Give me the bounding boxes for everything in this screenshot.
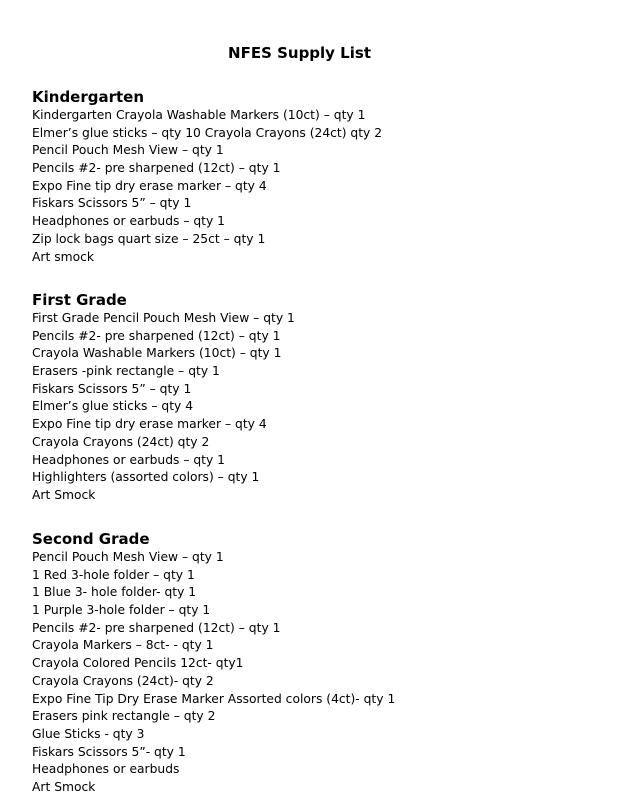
list-item: Kindergarten Crayola Washable Markers (10ct) – qty 1 <box>32 108 366 122</box>
supply-list <box>32 549 602 797</box>
list-item: Erasers -pink rectangle – qty 1 <box>32 364 220 379</box>
list-item: Crayola Crayons (24ct)- qty 2 <box>32 673 214 688</box>
list-item: Art Smock <box>32 487 96 502</box>
list-item: Fiskars Scissors 5” – qty 1 <box>32 381 192 396</box>
list-item: Elmer’s glue sticks – qty 4 <box>32 399 194 414</box>
list-item: Pencil Pouch Mesh View – qty 1 <box>32 143 224 158</box>
list-item: Glue Sticks - qty 3 <box>32 726 145 741</box>
list-item: 1 Blue 3- hole folder- qty 1 <box>32 585 197 600</box>
list-item: Crayola Crayons (24ct) qty 2 <box>32 434 210 449</box>
list-item: 1 Red 3-hole folder – qty 1 <box>32 567 195 582</box>
list-item: Elmer’s glue sticks – qty 10 Crayola Crayons (24ct) qty 2 <box>32 125 383 140</box>
list-item: Expo Fine tip dry erase marker – qty 4 <box>32 178 267 193</box>
supply-list <box>32 310 602 505</box>
list-item: Highlighters (assorted colors) – qty 1 <box>32 470 260 485</box>
list-item: Pencils #2- pre sharpened (12ct) – qty 1 <box>32 328 281 343</box>
list-item: Headphones or earbuds – qty 1 <box>32 214 226 229</box>
list-item: Expo Fine Tip Dry Erase Marker Assorted colors (4ct)- qty 1 <box>32 691 396 706</box>
list-item: Crayola Markers – 8ct- - qty 1 <box>32 638 214 653</box>
list-item: Crayola Washable Markers (10ct) – qty 1 <box>32 346 282 361</box>
list-item: Headphones or earbuds <box>32 762 180 777</box>
list-item: First Grade Pencil Pouch Mesh View – qty 1 <box>32 311 295 325</box>
section-heading: Kindergarten <box>32 88 145 106</box>
supply-list <box>32 107 602 266</box>
list-item: Headphones or earbuds – qty 1 <box>32 452 226 467</box>
list-item: Crayola Colored Pencils 12ct- qty1 <box>32 656 244 671</box>
section-kindergarten <box>32 87 602 266</box>
section-heading: Second Grade <box>32 530 150 548</box>
list-item: Fiskars Scissors 5” – qty 1 <box>32 196 192 211</box>
list-item: Expo Fine tip dry erase marker – qty 4 <box>32 417 267 432</box>
section-first-grade <box>32 290 602 505</box>
list-item: Fiskars Scissors 5”- qty 1 <box>32 744 186 759</box>
section-second-grade <box>32 529 602 797</box>
document-page <box>32 0 602 800</box>
list-item: Art smock <box>32 249 94 264</box>
list-item: 1 Purple 3-hole folder – qty 1 <box>32 603 211 618</box>
document-title: NFES Supply List <box>228 44 371 62</box>
list-item: Pencils #2- pre sharpened (12ct) – qty 1 <box>32 620 281 635</box>
section-heading: First Grade <box>32 291 127 309</box>
list-item: Zip lock bags quart size – 25ct – qty 1 <box>32 231 266 246</box>
list-item: Pencil Pouch Mesh View – qty 1 <box>32 550 224 564</box>
list-item: Erasers pink rectangle – qty 2 <box>32 709 216 724</box>
list-item: Pencils #2- pre sharpened (12ct) – qty 1 <box>32 161 281 176</box>
list-item: Art Smock <box>32 779 96 794</box>
